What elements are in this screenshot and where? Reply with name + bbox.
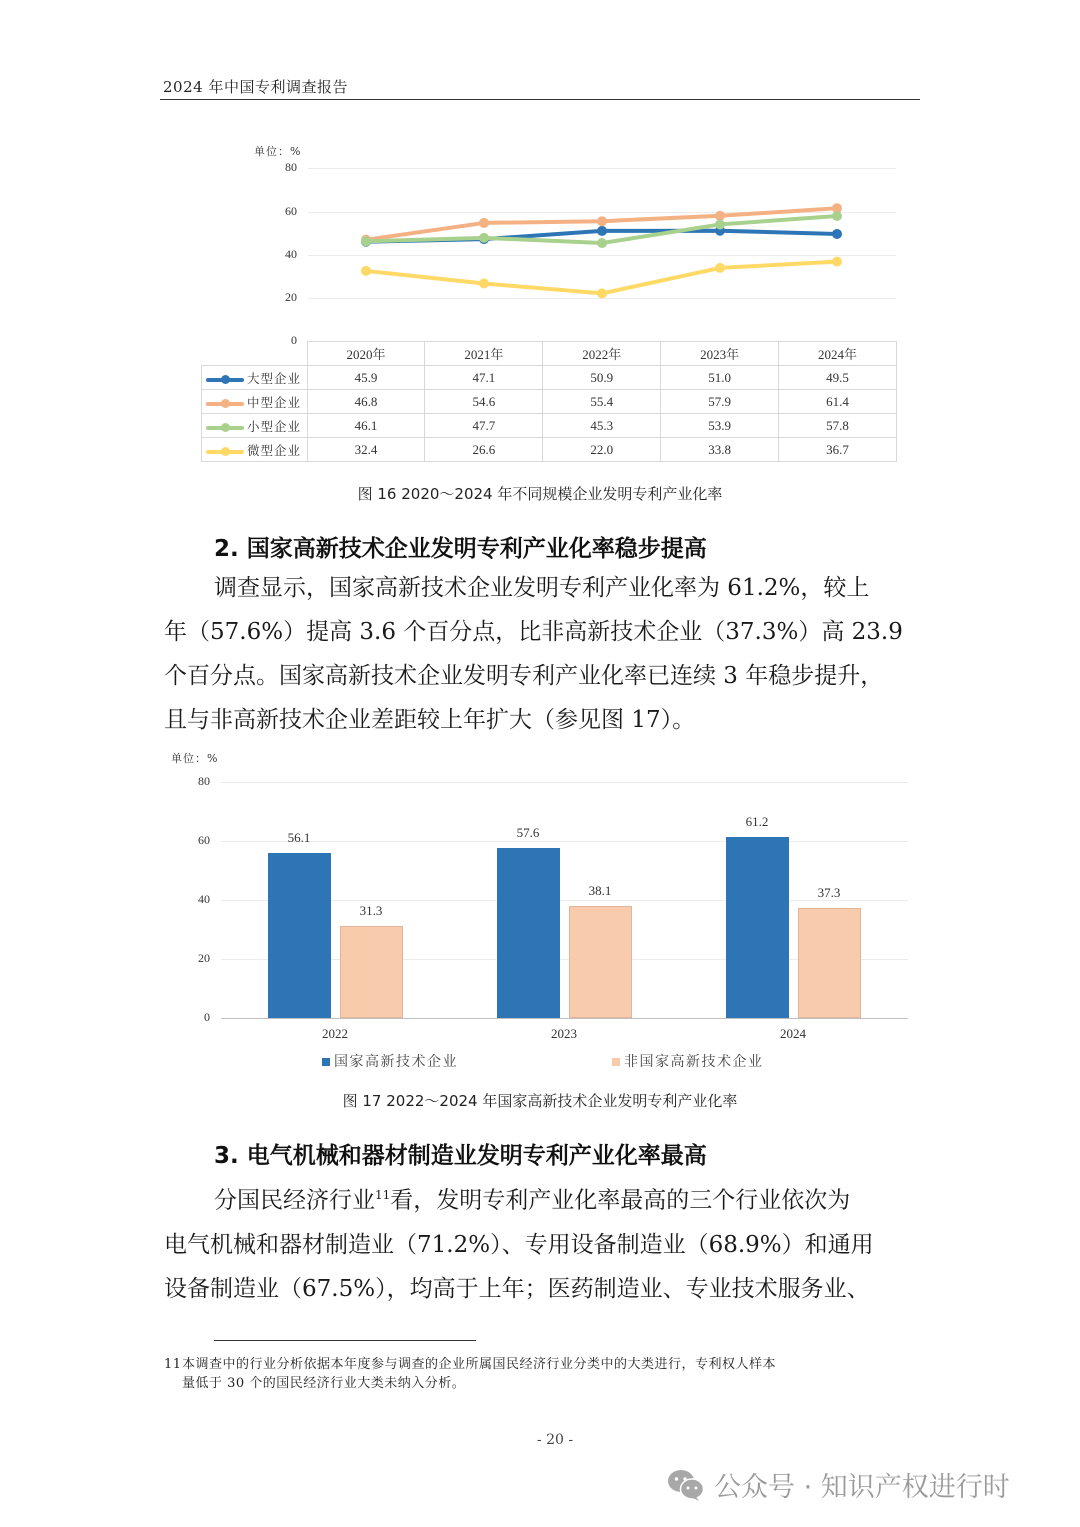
table-cell: 46.1 — [307, 414, 425, 438]
table-cell: 22.0 — [543, 438, 661, 462]
data-point — [597, 288, 607, 298]
data-point — [597, 216, 607, 226]
table-header-cell: 2021年 — [425, 342, 543, 366]
table-cell: 61.4 — [779, 390, 897, 414]
table-cell: 36.7 — [779, 438, 897, 462]
section-3-paragraph — [164, 1173, 924, 1311]
table-cell: 32.4 — [307, 438, 425, 462]
bar — [497, 848, 560, 1018]
table-cell: 47.1 — [425, 366, 543, 390]
table-cell: 33.8 — [661, 438, 779, 462]
paragraph-line: 个百分点。国家高新技术企业发明专利产业化率已连续 3 年稳步提升， — [164, 663, 884, 689]
footnote-text: 本调查中的行业分析依据本年度参与调查的企业所属国民经济行业分类中的大类进行，专利权人样本 — [182, 1357, 777, 1372]
figure17-ytick: 60 — [198, 833, 210, 847]
table-cell: 47.7 — [425, 414, 543, 438]
data-point — [479, 233, 489, 243]
data-point — [361, 236, 371, 246]
table-row — [202, 414, 897, 438]
table-cell: 57.8 — [779, 414, 897, 438]
figure17-ytick: 20 — [198, 951, 210, 965]
legend-marker-icon — [206, 450, 244, 454]
legend-swatch-icon — [612, 1058, 620, 1066]
data-point — [597, 238, 607, 248]
figure16-plot — [0, 0, 1080, 360]
x-category-label: 2023 — [551, 1026, 577, 1041]
table-cell: 54.6 — [425, 390, 543, 414]
bar-value-label: 56.1 — [287, 829, 311, 845]
bar-value-label: 57.6 — [516, 825, 540, 841]
bar — [569, 906, 632, 1018]
legend-swatch-icon — [322, 1058, 330, 1066]
legend-label: 国家高新技术企业 — [334, 1054, 458, 1070]
table-cell: 49.5 — [779, 366, 897, 390]
data-point — [715, 263, 725, 273]
legend-label: 非国家高新技术企业 — [624, 1054, 764, 1070]
table-cell: 26.6 — [425, 438, 543, 462]
data-point — [832, 211, 842, 221]
data-point — [361, 266, 371, 276]
running-header: 2024 年中国专利调查报告 — [163, 78, 348, 96]
paragraph-line: 电气机械和器材制造业（71.2%）、专用设备制造业（68.9%）和通用 — [164, 1231, 874, 1258]
figure17-caption: 图 17 2022～2024 年国家高新技术企业发明专利产业化率 — [342, 1092, 738, 1110]
figure16-unit-label: 单位：% — [254, 145, 302, 158]
table-row — [202, 366, 897, 390]
x-category-label: 2022 — [322, 1026, 348, 1041]
series-label: 小型企业 — [247, 419, 302, 434]
data-point — [597, 226, 607, 236]
data-point — [715, 219, 725, 229]
figure16-ytick: 0 — [291, 333, 297, 347]
legend-marker-icon — [206, 378, 244, 382]
x-axis-line — [221, 1018, 908, 1019]
table-cell: 46.8 — [307, 390, 425, 414]
table-header-cell: 2020年 — [307, 342, 425, 366]
table-cell: 50.9 — [543, 366, 661, 390]
table-cell: 57.9 — [661, 390, 779, 414]
series-label: 中型企业 — [247, 395, 302, 410]
footnote-number: 11 — [164, 1357, 182, 1372]
figure16-caption: 图 16 2020～2024 年不同规模企业发明专利产业化率 — [357, 485, 723, 503]
figure16-ytick: 60 — [285, 204, 297, 218]
bar-value-label: 37.3 — [817, 884, 841, 900]
legend-marker-icon — [206, 426, 244, 430]
table-cell: 45.9 — [307, 366, 425, 390]
paragraph-line: 年（57.6%）提高 3.6 个百分点，比非高新技术企业（37.3%）高 23.9 — [164, 619, 903, 645]
footnote-text: 量低于 30 个的国民经济行业大类未纳入分析。 — [182, 1376, 466, 1391]
footnote — [164, 1355, 924, 1393]
data-point — [479, 278, 489, 288]
legend-item-non-high-tech — [612, 1051, 764, 1071]
paragraph-line: 分国民经济行业$^{11}$看，发明专利产业化率最高的三个行业依次为 — [214, 1187, 851, 1214]
bar — [726, 837, 789, 1018]
data-point — [715, 211, 725, 221]
bar — [340, 926, 403, 1018]
table-row — [202, 390, 897, 414]
series-label: 微型企业 — [247, 443, 302, 458]
footnote-ref[interactable]: 11 — [375, 1188, 391, 1202]
figure17-ytick: 0 — [204, 1010, 210, 1024]
section-3-heading: 3. 电气机械和器材制造业发明专利产业化率最高 — [214, 1143, 707, 1169]
bar-value-label: 38.1 — [588, 882, 612, 898]
bar-value-label: 61.2 — [745, 814, 769, 830]
figure17-ytick: 40 — [198, 892, 210, 906]
paragraph-line: 设备制造业（67.5%），均高于上年；医药制造业、专业技术服务业、 — [164, 1275, 870, 1302]
legend-marker-icon — [206, 402, 244, 406]
table-cell: 53.9 — [661, 414, 779, 438]
paragraph-line: 调查显示，国家高新技术企业发明专利产业化率为 61.2%，较上 — [214, 575, 870, 601]
page-number: - 20 - — [536, 1432, 574, 1448]
table-cell: 51.0 — [661, 366, 779, 390]
gridline — [221, 782, 908, 783]
figure17-unit-label: 单位：% — [171, 752, 219, 765]
section-2-paragraph — [164, 566, 924, 742]
data-point — [832, 229, 842, 239]
data-point — [479, 218, 489, 228]
legend-item-high-tech — [322, 1051, 458, 1071]
footnote-rule — [214, 1340, 476, 1341]
table-header-cell: 2024年 — [779, 342, 897, 366]
figure17-ytick: 80 — [198, 774, 210, 788]
wechat-icon — [666, 1468, 706, 1502]
table-row — [202, 438, 897, 462]
figure16-ytick: 80 — [285, 160, 297, 174]
data-point — [832, 257, 842, 267]
x-category-label: 2024 — [780, 1026, 806, 1041]
figure16-data-table — [201, 341, 897, 462]
table-cell: 45.3 — [543, 414, 661, 438]
series-label: 大型企业 — [247, 371, 302, 386]
table-header-cell: 2023年 — [661, 342, 779, 366]
bar — [798, 908, 861, 1018]
paragraph-line: 且与非高新技术企业差距较上年扩大（参见图 17）。 — [164, 707, 696, 733]
table-header-cell: 2022年 — [543, 342, 661, 366]
section-2-heading: 2. 国家高新技术企业发明专利产业化率稳步提高 — [214, 536, 707, 562]
figure16-ytick: 40 — [285, 247, 297, 261]
bar-value-label: 31.3 — [359, 902, 383, 918]
bar — [268, 853, 331, 1018]
table-cell: 55.4 — [543, 390, 661, 414]
watermark — [666, 1465, 1010, 1504]
table-header-row — [202, 342, 897, 366]
watermark-text: 公众号 · 知识产权进行时 — [714, 1472, 1010, 1503]
figure16-ytick: 20 — [285, 290, 297, 304]
